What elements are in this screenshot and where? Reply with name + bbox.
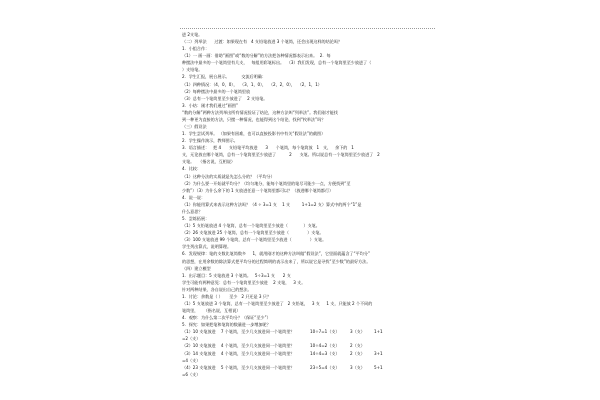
text-line: 1．学生尝试列举。 （如果有困难，也可以直接投影书中有关“假设法”的截图） [182,131,326,137]
text-line: 少数”）（3）为什么余下的 1 支放进任意一个笔筒里都可以？（放进哪个笔筒都行） [182,187,334,193]
text-line: （3）14 支笔放进 4 个笔筒，至少几支放进同一个笔筒里？ 14÷4=3（支） 2（支） 3+1 [182,350,383,356]
text-line: 学生列出算式，说明算理。 [182,244,232,250]
text-line: 的思想，在用余数的除法算式把平均分的过程简明的表示出来了，所以说它是寻找“至少数”的最好方法。 [182,258,371,264]
text-line: （3）总有一个笔筒里至少放进了 2 支铅笔。 [182,95,268,101]
text-line: 4．说一说： [182,194,206,200]
text-line: 2．学生汇报，展台展示。 交流后明确： [182,74,266,80]
text-line: 针对两种结果，各自说出自己的想法。 [182,286,252,292]
text-line: 2．学生操作演示，教师图示。 [182,138,238,144]
text-line: （1）一 画一画：借助“画图”或“数的分解”的方法把各种情况都表示出来。 2．每 [182,53,331,59]
text-line: ）支铅笔。 [182,67,203,73]
text-line: 学生可能有两种意见：总有一个笔筒里至少放进 2 支笔， 3 支。 [182,279,306,285]
text-line: 6．发现规律：笔的支数比笔筒数多 1，就用刚才的这种方法叫做“假设法”，它里面就蕴含了“平均分” [182,251,371,257]
text-line: 5．尝练拓展： [182,216,210,222]
text-line: （2）10 支笔放进 4 个笔筒，至少几支放进同一个笔筒里？ 10÷4=2（支） 2（支） [182,343,365,349]
text-line: （1）四种情况：（4，0，0）， （3，1，0）， （2，2，0）， （2，1，1） [182,81,322,87]
text-line: （三）假设法 [182,124,207,130]
text-line: 支笔。 （指名说，互相说） [182,159,236,165]
text-line: 4．观察：为什么第二次平均分？（保证“至少”） [182,315,271,321]
text-line: （1）5 支笔放进 3 个笔筒，总有一个笔筒里至少放进了 2 支铅笔， 3 支 1 支，只能放 2 个不同的 [182,300,373,306]
text-line: 4．比较： [182,166,201,172]
header-divider [180,28,435,29]
text-line: 3．小结：刚才我们通过“画图” [182,102,238,108]
text-line: （1）10 支笔放进 7 个笔筒，至少几支放进同一个笔筒里？ 10÷7=1（支） 3（支） 1+1 [182,329,383,335]
text-line: 什么意思？ [182,208,203,214]
text-line: （1）5 支铅笔放进 4 个笔筒，总有一个笔筒里至少放进（ ）支笔。 [182,223,320,229]
text-line: =2（支） [182,336,201,342]
text-line: =4（支） [182,357,201,363]
text-line: （1）这种分法的实质就是先怎么分的？（平均分） [182,173,275,179]
text-line: 1．小组合作： [182,46,210,52]
text-line: （1）你能用算式来表示这种方法吗？（4 ÷ 3=1 支 1 支 1+1=2 支）算式中的两个“1”是 [182,201,362,207]
text-line: （2）为什么要一开始就平均分？（均匀地分，能每个笔筒里的笔尽可能少一点，方便找到“至 [182,180,351,186]
text-line: （2）每种摆法中最多的一个笔筒里放 [182,88,251,94]
text-line: （二）列举法 过渡：如果现在有 4 支铅笔放进 3 个笔筒，还会出现这样的结论吗？ [182,39,343,45]
text-line: 到一种更为直接的方法，只摆一种情况，也能得到这个结论，找到“枚举法”吗？ [182,116,326,122]
text-line: 5．探究：如果把笔和笔筒的数量进一步增加呢？ [182,322,271,328]
document-body [182,31,434,397]
text-line: （2）26 支笔放进 25 个笔筒，总有一个笔筒里至少放进（ ）支笔。 [182,230,324,236]
text-line: 进 2支笔。 [182,32,203,37]
text-line: “数的分解”两种方法列举出所有情况验证了结论，这种方法叫“列举法”。我们刚才能找 [182,109,338,115]
text-line: （3）100 支笔放进 99 个笔筒，总有一个笔筒里至少放进（ ）支笔。 [182,237,327,243]
text-line: 支，无论放在哪个笔筒，总有一个笔筒里至少放进了 2 支笔。所以说总有一个笔筒里至少放进了 2 [182,152,380,158]
text-line: 笔筒里， （指名说，互相说） [182,308,241,314]
text-line: （四）建立模型 [182,265,211,271]
text-line: 1．讨论：余数是（ ） 至少 2 只还是 3 只？ [182,293,271,299]
text-line: 种摆法中最多的一个笔筒里有几支， 每组用彩笔标出。 （3）我们发现，总有一个笔筒里至少放进了（ [182,60,372,66]
text-line: =6（支） [182,371,201,377]
text-line: （4）23 支笔放进 5 个笔筒，至少几支放进同一个笔筒里？ 23÷5=4（支） 3（支） 5+1 [182,364,383,370]
text-line: 1．出示题目：5 支笔放进 3 个笔筒。 5÷3=1 支 2 支 [182,272,291,278]
text-line: 3．语言描述： 把 4 支铅笔平均放进 3 个笔筒，每个笔筒放 1 支， 余下的 1 [182,145,354,151]
